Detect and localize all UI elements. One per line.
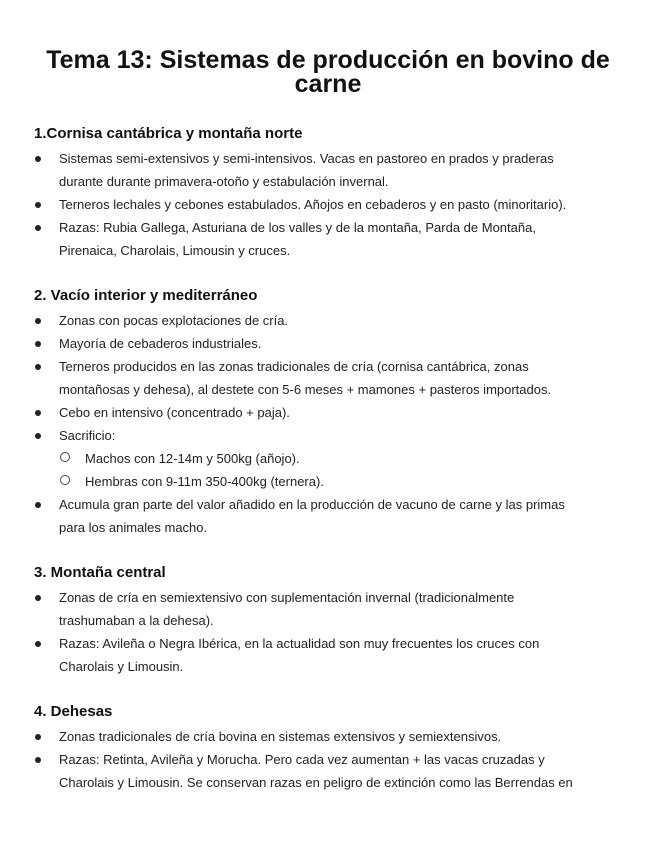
list-item-line: Terneros lechales y cebones estabulados. Añojos en cebaderos y en pasto (minoritario). (59, 197, 567, 212)
list-item-line: Sistemas semi-extensivos y semi-intensivos. Vacas en pastoreo en prados y praderas (59, 151, 554, 166)
bullet-icon (35, 757, 41, 763)
bullet-icon (35, 156, 41, 162)
list-item-line: Zonas tradicionales de cría bovina en sistemas extensivos y semiextensivos. (59, 729, 502, 744)
list-item-line: para los animales macho. (59, 520, 208, 535)
bullet-icon (35, 202, 41, 208)
bullet-icon (35, 641, 41, 647)
sub-list-item: Hembras con 9-11m 350-400kg (ternera). (85, 474, 324, 489)
bullet-icon (35, 364, 41, 370)
bullet-icon (35, 433, 41, 439)
list-item-line: Mayoría de cebaderos industriales. (59, 336, 262, 351)
list-item-line: Cebo en intensivo (concentrado + paja). (59, 405, 290, 420)
bullet-icon (35, 341, 41, 347)
bullet-icon (35, 502, 41, 508)
list-item-line: Razas: Rubia Gallega, Asturiana de los valles y de la montaña, Parda de Montaña, (59, 220, 536, 235)
list-item-line: Charolais y Limousin. Se conservan razas en peligro de extinción como las Berrendas en (59, 775, 573, 790)
section-heading: 1.Cornisa cantábrica y montaña norte (34, 125, 303, 142)
bullet-icon (35, 225, 41, 231)
bullet-icon (35, 734, 41, 740)
list-item-line: Charolais y Limousin. (59, 659, 184, 674)
list-item-line: trashumaban a la dehesa). (59, 613, 214, 628)
bullet-icon (35, 410, 41, 416)
list-item-line: durante durante primavera-otoño y estabulación invernal. (59, 174, 389, 189)
section-heading: 4. Dehesas (34, 703, 113, 720)
list-item-line: Zonas de cría en semiextensivo con suplementación invernal (tradicionalmente (59, 590, 515, 605)
list-item-line: Sacrificio: (59, 428, 116, 443)
list-item-line: montañosas y dehesa), al destete con 5-6 meses + mamones + pasteros importados. (59, 382, 552, 397)
circle-bullet-icon (60, 475, 70, 485)
bullet-icon (35, 595, 41, 601)
list-item-line: Acumula gran parte del valor añadido en la producción de vacuno de carne y las primas (59, 497, 565, 512)
list-item-line: Razas: Avileña o Negra Ibérica, en la actualidad son muy frecuentes los cruces con (59, 636, 540, 651)
list-item-line: Terneros producidos en las zonas tradicionales de cría (cornisa cantábrica, zonas (59, 359, 529, 374)
list-item-line: Razas: Retinta, Avileña y Morucha. Pero cada vez aumentan + las vacas cruzadas y (59, 752, 545, 767)
section-heading: 2. Vacío interior y mediterráneo (34, 287, 258, 304)
sub-list-item: Machos con 12-14m y 500kg (añojo). (85, 451, 300, 466)
list-item-line: Zonas con pocas explotaciones de cría. (59, 313, 289, 328)
page-title: Tema 13: Sistemas de producción en bovino de carne (46, 46, 610, 98)
bullet-icon (35, 318, 41, 324)
list-item-line: Pirenaica, Charolais, Limousin y cruces. (59, 243, 291, 258)
circle-bullet-icon (60, 452, 70, 462)
section-heading: 3. Montaña central (34, 564, 166, 581)
